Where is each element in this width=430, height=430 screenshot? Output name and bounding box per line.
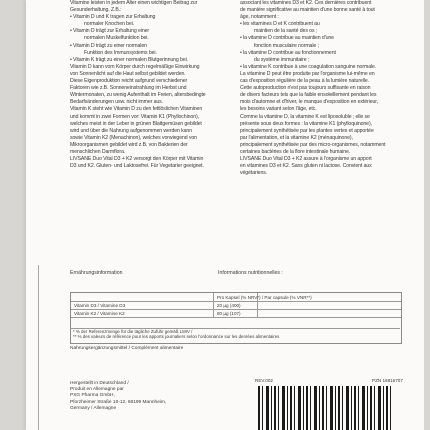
text-line: Gesunderhaltung. Z.B.: [70, 7, 122, 14]
text-line: La vitamine D peut être produite par l'organisme lui-même en [240, 70, 375, 77]
text-line: • Vitamin D trägt zu einer normalen [70, 42, 147, 49]
text-line: principalement synthétisée par les plantes vertes et apportée [240, 127, 374, 134]
text-line: en vitamines D3 et K2. Sans gluten ni lactose. Convient aux [240, 163, 372, 170]
text-line: • les vitamines D et K contribuent au [240, 21, 320, 28]
text-line: de divers facteurs tels que la faible ensoleillement pendant les [240, 92, 377, 99]
text-line: cas d'exposition régulière de la peau à la lumière naturelle. [240, 78, 369, 85]
text-line: maintien de la santé des os ; [254, 28, 318, 35]
text-line: D3 und K2. Gluten- und Laktosefrei. Für Vegetarier geeignet. [70, 163, 204, 170]
manufacturer-line: Produit en Allemagne par [70, 387, 124, 393]
revision-code: REV.002 [255, 378, 273, 383]
text-line: Faktoren wie z.B. Sonneneinstrahlung im Herbst und [70, 85, 187, 92]
text-line: Wintermonaten, zu wenig Aufenthalt im Freien, altersbedingte [70, 92, 206, 99]
text-line: associant les vitamines D3 et K2. Ces dernières contribuent [240, 0, 372, 6]
manufacturer-address [70, 381, 166, 412]
text-line: und kommt in zwei Formen vor: Vitamin K1 (Phyllochinon), [70, 113, 199, 120]
leaflet-page [26, 0, 424, 430]
table-row [71, 309, 401, 318]
manufacturer-line: Hergestellt in Deutschland / [70, 381, 129, 386]
text-line: Funktion des Immunsystems bei. [84, 49, 157, 56]
text-line: LIVSANE Duo Vital D3 + K2 assure à l'organisme un apport [240, 156, 372, 163]
table-column-header: Pro Kapsel (% NRV*) / Par capsule (% VNR**) [217, 294, 312, 300]
text-line: fonction musculaire normale ; [254, 42, 319, 49]
text-line: Vitamine leisten in jedem Alter einen wichtigen Beitrag zur [70, 0, 198, 6]
nutrition-heading-french: Informations nutritionnelles : [218, 270, 283, 276]
text-line: LIVSANE Duo Vital D3 + K2 versorgt den Körper mit Vitamin [70, 156, 204, 163]
text-line: • Vitamin K trägt zu einer normalen Blutgerinnung bei. [70, 56, 189, 63]
table-divider [213, 293, 214, 301]
text-line: par l'alimentation, et la vitamine K2 (ménaquinone), [240, 134, 353, 141]
text-line: wird und über die Nahrung aufgenommen werden kann [70, 127, 192, 134]
text-line: • la vitamine K contribue à une coagulation sanguine normale. [240, 63, 377, 70]
text-line: végétariens. [240, 170, 268, 177]
manufacturer-line: Germany / Allemagne [70, 405, 117, 411]
text-line: normalen Muskelfunktion bei. [84, 35, 149, 42]
text-line: mois d'automne et d'hiver, le manque d'exposition en extérieur, [240, 99, 378, 106]
text-line: Cette autoproduction n'est pas toujours suffisante en raison [240, 85, 371, 92]
text-line: Bedarfsänderungen usw. nicht immer aus. [70, 99, 163, 106]
text-line: présente sous deux formes : la vitamine K1 (phylloquinone), [240, 120, 372, 127]
footnote-line: * % der Referenzmenge für die tägliche Zufuhr gemäß LMIV / [73, 329, 193, 334]
supplement-label: Nahrungsergänzungsmittel / Complément alimentaire [70, 346, 184, 351]
footnote-line: ** % des valeurs de référence pour les apports journaliers selon l'ordonnance sur les denrées alimentaires [73, 334, 280, 340]
text-line: • la vitamine D contribue au maintien d'une [240, 35, 334, 42]
text-line: Vitamin K steht wie Vitamin D zu den fettlöslichen Vitaminen [70, 106, 203, 113]
barcode-graphic [258, 386, 392, 430]
text-line: sowie Vitamin K2 (Menachinon), welches vorwiegend von [70, 134, 197, 141]
table-cell-value: 80 µg (107) [217, 310, 241, 316]
page-edge-line [38, 265, 39, 430]
table-cell-label: Vitamin K2 / Vitamine K2 [74, 310, 125, 316]
text-line: • la vitamine D contribue au fonctionnement [240, 49, 336, 56]
pzn-code: PZN 16816707 [372, 378, 403, 383]
text-line: Mikroorganismen gebildet wird z.B. von Bakterien der [70, 141, 188, 148]
table-divider [213, 309, 214, 317]
german-text-column [70, 0, 222, 170]
text-line: Comme la vitamine D, la vitamine K est liposoluble ; elle se [240, 113, 370, 120]
text-line: • Vitamin D trägt zur Erhaltung einer [70, 28, 150, 35]
table-cell-label: Vitamin D3 / Vitamine D3 [74, 302, 126, 308]
table-divider [213, 301, 214, 309]
manufacturer-line: Pforzheimer Straße 10-12, 68199 Mannheim, [70, 399, 167, 405]
nutrition-heading-german: Ernährungsinformation [70, 270, 123, 276]
text-line: âge, notamment : [240, 14, 279, 21]
nutrition-footnotes [70, 328, 400, 342]
text-line: principalement synthétisée par des micro-organismes, notamment [240, 141, 386, 148]
text-line: du système immunitaire ; [254, 56, 310, 63]
table-cell-value: 20 µg (400) [217, 302, 241, 308]
text-line: Vitamin D kann vom Körper durch regelmäßige Einwirkung [70, 63, 200, 70]
text-line: • Vitamin D und K tragen zur Erhaltung [70, 14, 156, 21]
manufacturer-line: PXG Pharma GmbH, [70, 393, 115, 399]
text-line: certaines bactéries de la flore intestinale humaine. [240, 148, 351, 155]
text-line: les besoins variant selon l'âge, etc. [240, 106, 317, 113]
table-divider [257, 309, 258, 317]
text-line: welches meist in der Leber in grünen Blattgemüsen gebildet [70, 120, 202, 127]
text-line: de manière significative au maintien d'une bonne santé à tout [240, 7, 375, 14]
table-divider [257, 301, 258, 309]
text-line: Diese Eigenproduktion reicht aufgrund verschiedener [70, 78, 188, 85]
text-line: normaler Knochen bei. [84, 21, 135, 28]
text-line: von Sonnenlicht auf die Haut selbst gebildet werden. [70, 70, 186, 77]
french-text-column [240, 0, 400, 177]
text-line: menschlichen Darmflora. [70, 148, 126, 155]
